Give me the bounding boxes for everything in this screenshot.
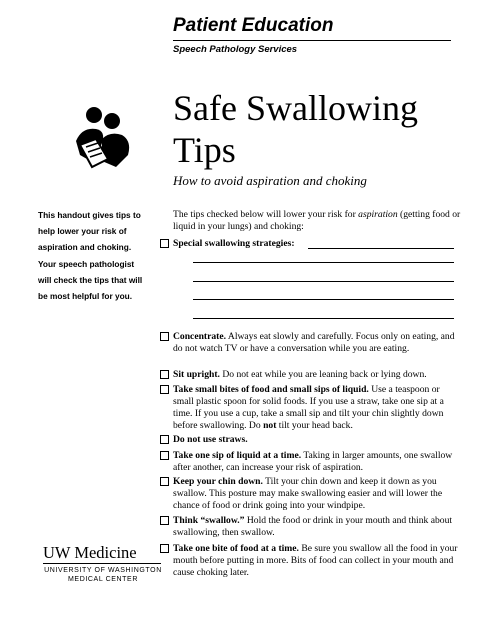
tip-text: Tilt your chin down and keep it down as you swallow. This posture may make swallowing easier and will lower the chance of food or drink going into your windpipe. xyxy=(173,476,443,511)
tip-text: Be sure you swallow all the food in your mouth before putting in more. Bits of food can collect in your mouth and cause choking later. xyxy=(173,543,458,578)
tip-text-end: tilt your head back. xyxy=(276,420,353,431)
checkbox[interactable] xyxy=(160,435,169,444)
checkbox[interactable] xyxy=(160,370,169,379)
tip-heading: Do not use straws. xyxy=(173,434,248,445)
fill-line[interactable] xyxy=(193,262,454,263)
sidebar-line: Your speech pathologist xyxy=(38,258,135,269)
uw-line-2: MEDICAL CENTER xyxy=(68,576,138,583)
intro-text: The tips checked below will lower your risk for xyxy=(173,209,359,220)
sidebar-line: will check the tips that will xyxy=(38,274,143,285)
tip-text: Taking in larger amounts, one swallow after another, can increase your risk of aspiration. xyxy=(173,450,453,473)
title-line-2: Tips xyxy=(173,130,236,170)
uw-medicine-logo xyxy=(43,544,163,584)
header-subtitle: Speech Pathology Services xyxy=(173,44,298,55)
tip-heading: Think “swallow.” xyxy=(173,515,245,526)
tip-text: Always eat slowly and carefully. Focus only on eating, and do not watch TV or have a conversation while you are eating. xyxy=(173,331,455,354)
header-rule xyxy=(173,40,451,41)
tip-heading: Take small bites of food and small sips of liquid. xyxy=(173,384,369,395)
checkbox[interactable] xyxy=(160,332,169,341)
fill-line[interactable] xyxy=(308,248,454,249)
sidebar-line: help lower your risk of xyxy=(38,226,127,237)
tip-text: Do not eat while you are leaning back or lying down. xyxy=(219,369,427,380)
checkbox[interactable] xyxy=(160,516,169,525)
intro-text-end: (getting food or liquid in your lungs) and choking: xyxy=(173,209,461,232)
tip-item xyxy=(173,543,458,579)
fill-line[interactable] xyxy=(193,281,454,282)
tip-heading: Sit upright. xyxy=(173,369,220,380)
document-title xyxy=(173,88,418,170)
tip-item xyxy=(173,515,458,539)
tip-item xyxy=(173,450,458,474)
uw-line-1: UNIVERSITY OF WASHINGTON xyxy=(44,567,162,574)
intro-paragraph xyxy=(173,209,463,233)
fill-line[interactable] xyxy=(193,318,454,319)
tip-text: Use a teaspoon or small plastic spoon for solid foods. If you use a straw, take one sip at a time. If you use a cup, take a small sip and tilt your chin slightly down before swallowing. Do xyxy=(173,384,444,431)
checkbox[interactable] xyxy=(160,477,169,486)
tip-heading: Take one sip of liquid at a time. xyxy=(173,450,302,461)
tip-text: Hold the food or drink in your mouth and think about swallowing, then swallow. xyxy=(173,515,453,538)
document-subtitle: How to avoid aspiration and choking xyxy=(173,173,367,188)
header-title: Patient Education xyxy=(173,15,334,36)
tip-emphasis: not xyxy=(263,420,277,431)
checkbox[interactable] xyxy=(160,451,169,460)
logo-rule xyxy=(43,563,161,564)
sidebar-note xyxy=(38,207,156,304)
tip-heading: Concentrate. xyxy=(173,331,227,342)
tip-item xyxy=(173,331,458,355)
intro-term: aspiration xyxy=(358,209,398,220)
checkbox[interactable] xyxy=(160,239,169,248)
sidebar-line: This handout gives tips to xyxy=(38,210,141,220)
tip-heading: Take one bite of food at a time. xyxy=(173,543,299,554)
title-line-1: Safe Swallowing xyxy=(173,88,418,128)
tip-heading: Keep your chin down. xyxy=(173,476,263,487)
tip-item xyxy=(173,369,458,381)
patient-reading-icon xyxy=(72,103,138,169)
tip-item xyxy=(173,384,458,432)
uw-medicine-name: UW Medicine xyxy=(43,543,137,562)
tip-item xyxy=(173,434,458,446)
special-strategies-label: Special swallowing strategies: xyxy=(173,238,295,249)
sidebar-line: be most helpful for you. xyxy=(38,291,133,302)
checkbox[interactable] xyxy=(160,385,169,394)
tip-item xyxy=(173,476,458,512)
sidebar-line: aspiration and choking. xyxy=(38,242,132,253)
fill-line[interactable] xyxy=(193,299,454,300)
